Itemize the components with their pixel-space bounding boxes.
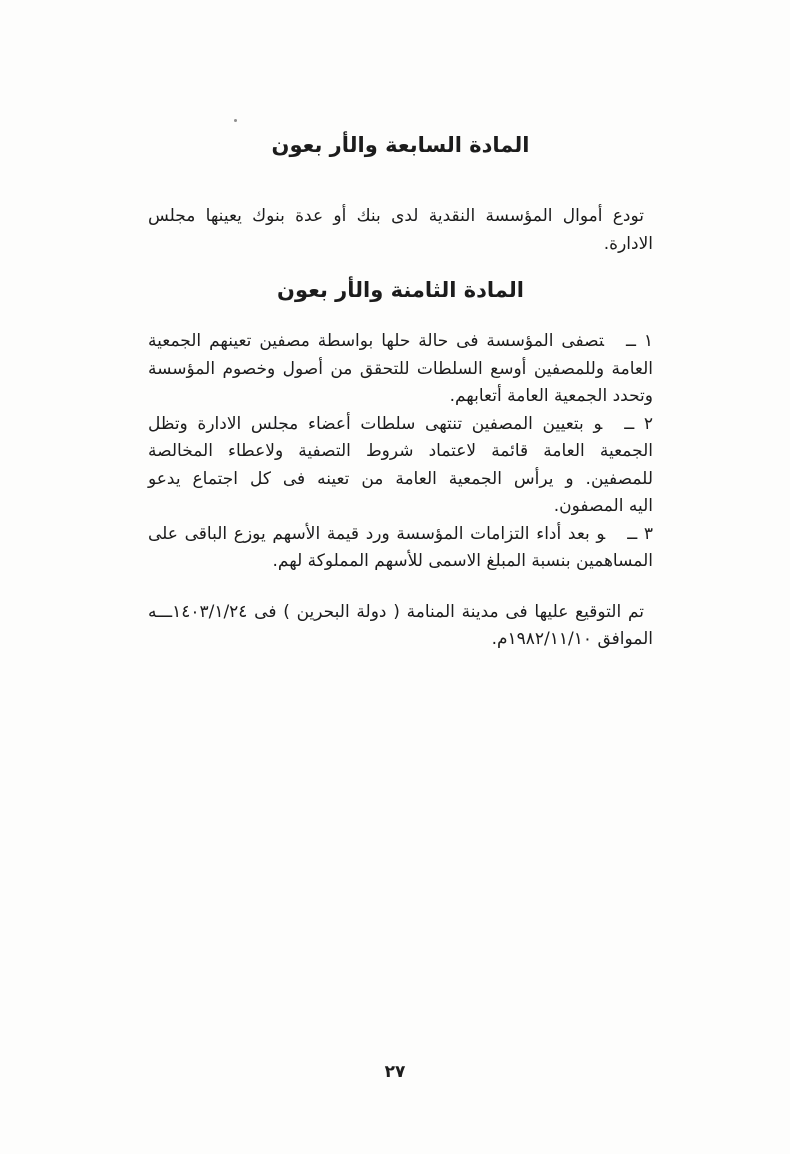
- list-item-marker: ١ ــ: [625, 331, 654, 351]
- list-item-line: الجمعية العامة قائمة لاعتماد شروط التصفية ولاعطاء المخالصة: [148, 441, 653, 461]
- list-item-first-line: [148, 411, 653, 439]
- list-item: [148, 411, 653, 521]
- list-item-marker: ٣ ــ: [627, 523, 653, 544]
- list-item-line: المساهمين بنسبة المبلغ الاسمى للأسهم المملوكة لهم.: [272, 551, 653, 571]
- page-number: ٢٧: [384, 1062, 406, 1082]
- article-48-clauses: [148, 328, 653, 576]
- list-item-line: اليه المصفون.: [553, 496, 653, 516]
- list-item-first-line: [148, 521, 653, 549]
- list-item-line: العامة وللمصفين أوسع السلطات للتحقق من أصول وخصوم المؤسسة: [148, 358, 653, 379]
- article-47-title: المادة السابعة والأر بعون: [271, 133, 530, 157]
- article-47-line: الادارة.: [603, 233, 653, 254]
- article-47-body: [148, 203, 653, 258]
- list-item-text: و بعد أداء التزامات المؤسسة ورد قيمة الأسهم يوزع الباقى على: [148, 523, 606, 544]
- list-item-marker: ٢ ــ: [624, 413, 653, 434]
- list-item-text: تصفى المؤسسة فى حالة حلها بواسطة مصفين تعينهم الجمعية: [148, 331, 604, 351]
- signing-paragraph: [148, 599, 653, 654]
- signing-line: الموافق ١٩٨٢/١١/١٠م.: [491, 629, 653, 649]
- list-item-line: وتحدد الجمعية العامة أتعابهم.: [449, 386, 653, 406]
- list-item-text: و بتعيين المصفين تنتهى سلطات أعضاء مجلس الادارة وتظل: [148, 413, 603, 434]
- article-48-title: المادة الثامنة والأر بعون: [277, 278, 524, 302]
- list-item-line: للمصفين. و يرأس الجمعية العامة من تعينه فى كل اجتماع يدعو: [148, 468, 653, 489]
- list-item-first-line: [148, 328, 653, 356]
- list-item: [148, 521, 653, 576]
- signing-line: تم التوقيع عليها فى مدينة المنامة ( دولة البحرين ) فى ١٤٠٣/١/٢٤ـــه: [148, 601, 644, 622]
- list-item: [148, 328, 653, 411]
- article-47-line: تودع أموال المؤسسة النقدية لدى بنك أو عدة بنوك يعينها مجلس: [148, 206, 644, 226]
- page-content: [148, 0, 653, 654]
